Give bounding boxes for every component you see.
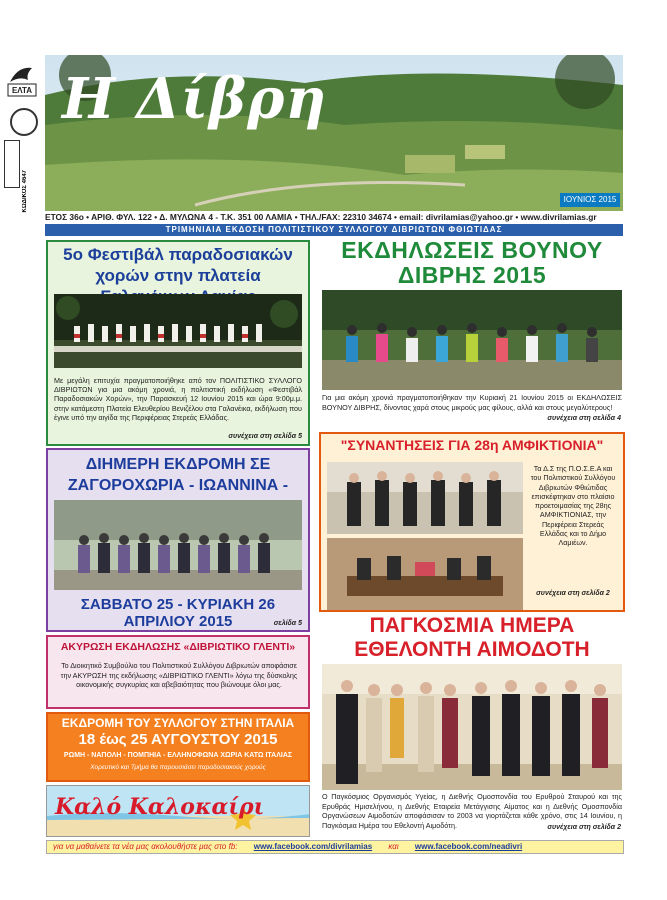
mountain-events-continue-link[interactable]: συνέχεια στη σελίδα 4 [547,415,621,422]
italy-trip-title: ΕΚΔΡΟΜΗ ΤΟΥ ΣΥΛΛΟΓΟΥ ΣΤΗΝ ΙΤΑΛΙΑ [61,716,295,730]
cancellation-text: Το Διοικητικό Συμβούλιο του Πολιτιστικού Συλλόγου Διβριωτών αποφάσισε την ΑΚΥΡΩΣΗ της εκδήλωσης «ΔΙΒΡΙΩΤΙΚΟ ΓΛΕΝΤΙ» λόγω της δύσκολης οικονομικής συγκυρίας και αβεβαιότητας που βιώνουμε όλοι μας. [60,661,298,690]
blood-donor-continue-link[interactable]: συνέχεια στη σελίδα 2 [547,824,621,831]
issue-date-badge: ΙΟΥΝΙΟΣ 2015 [560,193,620,207]
blood-donor-text: Ο Παγκόσμιος Οργανισμός Υγείας, η Διεθνής Ομοσπονδία του Ερυθρού Σταυρού και της Ερυθράς Ημισελήνου, η Διεθνής Εταιρεία Μετάγγισης Αίματος και η Διεθνής Ομοσπονδία Οργανώσεων Αιμοδοτών αποφάσισαν το 2003 να γιορτάζεται κάθε χρόνο, στις 14 Ιουνίου, η Παγκόσμια Ημέρα του Εθελοντή Αιμοδότη. [322,792,622,830]
excursion-continue-link[interactable]: σελίδα 5 [273,620,302,627]
blood-donor-day-title: ΠΑΓΚΟΣΜΙΑ ΗΜΕΡΑ ΕΘΕΛΟΝΤΗ ΑΙΜΟΔΟΤΗ [354,614,590,661]
masthead-info-line: ΕΤΟΣ 36ο • ΑΡΙΘ. ΦΥΛ. 122 • Δ. ΜΥΛΩΝΑ 4 - Τ.Κ. 351 00 ΛΑΜΙΑ • ΤΗΛ./FAX: 22310 34674 • email: divrilamias@yahoo.gr • www.divrilamias.gr [45,212,597,222]
postal-seal-icon [10,108,38,136]
italy-trip-places: ΡΩΜΗ - ΝΑΠΟΛΗ - ΠΟΜΠΗΙΑ - ΕΛΛΗΝΟΦΩΝΑ ΧΩΡΙΑ ΚΑΤΩ ΙΤΑΛΙΑΣ [63,752,293,759]
meeting-photo-1 [327,462,523,534]
elta-logo-text: ΕΛΤΑ [11,86,33,95]
amphictyony-meetings-article [319,432,625,612]
amphictyony-text: Τα Δ.Σ της Π.Ο.Σ.Ε.Α και του Πολιτιστικού Συλλόγου Διβριωτών Φθιώτιδας επισκέφτηκαν στο πλαίσιο προετοιμασίας της 28ης ΑΜΦΙΚΤΙΟΝΙΑΣ, την Περιφέρεια Στερεάς Ελλάδας και το Δήμο Λαμιέων. [530,464,616,548]
excursion-title: ΔΙΗΜΕΡΗ ΕΚΔΡΟΜΗ ΣΕ ΖΑΓΟΡΟΧΩΡΙΑ - ΙΩΑΝΝΙΝΑ - [67,456,289,494]
mountain-events-title: ΕΚΔΗΛΩΣΕΙΣ ΒΟΥΝΟΥ ΔΙΒΡΗΣ 2015 [341,237,603,288]
festival-text: Με μεγάλη επιτυχία πραγματοποιήθηκε από τον ΠΟΛΙΤΙΣΤΙΚΟ ΣΥΛΛΟΓΟ ΔΙΒΡΙΩΤΩΝ για μια ακόμη χρονιά, η πολιτιστική εκδήλωση «Φεστιβάλ Παραδοσιακών Χορών», την Παρασκευή 12 Ιουνίου 2015 και ώρα 9:00μ.μ. στην κατάμεστη Πλατεία Ελευθερίου Βενιζέλου στα Γαλανέικα, εκδήλωση που έγινε υπό την αιγίδα της Περιφέρειας Στερεάς Ελλάδας. [54,376,302,422]
mountain-events-photo [322,290,622,390]
masthead-title: Η Δίβρη [62,66,328,132]
elta-logo [6,62,38,98]
footer-prompt: για να μαθαίνετε τα νέα μας ακολουθήστε μας στο fb: [53,842,238,851]
amphictyony-title: "ΣΥΝΑΝΤΗΣΕΙΣ ΓΙΑ 28η ΑΜΦΙΚΤΙΟΝΙΑ" [340,437,604,453]
blood-donor-photo [322,664,622,790]
festival-title: 5ο Φεστιβάλ παραδοσιακών χορών στην πλατεία [63,245,293,285]
postal-code: ΚΩΔΙΚΟΣ 4647 [22,170,28,213]
facebook-link-neadivri[interactable]: www.facebook.com/neadivri [414,842,523,851]
excursion-date: ΣΑΒΒΑΤΟ 25 - ΚΥΡΙΑΚΗ 26 ΑΠΡΙΛΙΟΥ 2015 [80,596,276,630]
meeting-photo-2 [327,538,523,610]
amphictyony-continue-link[interactable]: συνέχεια στη σελίδα 2 [536,590,610,597]
italy-trip-dates: 18 έως 25 ΑΥΓΟΥΣΤΟΥ 2015 [78,731,278,748]
italy-trip-banner [46,712,310,782]
festival-continue-link[interactable]: συνέχεια στη σελίδα 5 [228,433,302,440]
excursion-photo [54,500,302,590]
festival-article [46,240,310,446]
postage-stamp [4,140,20,188]
facebook-link-divrilamias[interactable]: www.facebook.com/divrilamias [253,842,373,851]
summer-greeting-banner [46,785,310,837]
cancellation-title: ΑΚΥΡΩΣΗ ΕΚΔΗΛΩΣΗΣ «ΔΙΒΡΙΩΤΙΚΟ ΓΛΕΝΤΙ» [60,641,296,653]
cancellation-notice [46,635,310,709]
italy-trip-note: Χορευτικό και Τμήμα θα παρουσιάσει παραδοσιακούς χορούς [90,764,266,771]
summer-greeting-text: Καλό Καλοκαίρι [55,794,265,820]
footer-and: και [388,842,399,851]
facebook-footer [46,840,624,854]
publication-band: ΤΡΙΜΗΝΙΑΙΑ ΕΚΔΟΣΗ ΠΟΛΙΤΙΣΤΙΚΟΥ ΣΥΛΛΟΓΟΥ ΔΙΒΡΙΩΤΩΝ ΦΘΙΩΤΙΔΑΣ [45,224,623,236]
excursion-article [46,448,310,632]
festival-photo [54,294,302,368]
mountain-events-text: Για μια ακόμη χρονιά πραγματοποιήθηκαν την Κυριακή 21 Ιουνίου 2015 οι ΕΚΔΗΛΩΣΕΙΣ ΒΟΥΝΟΥ ΔΙΒΡΗΣ, δίνοντας χαρά στους μικρούς μας φίλους, αλλά και στους μεγαλύτερους! [322,393,622,412]
